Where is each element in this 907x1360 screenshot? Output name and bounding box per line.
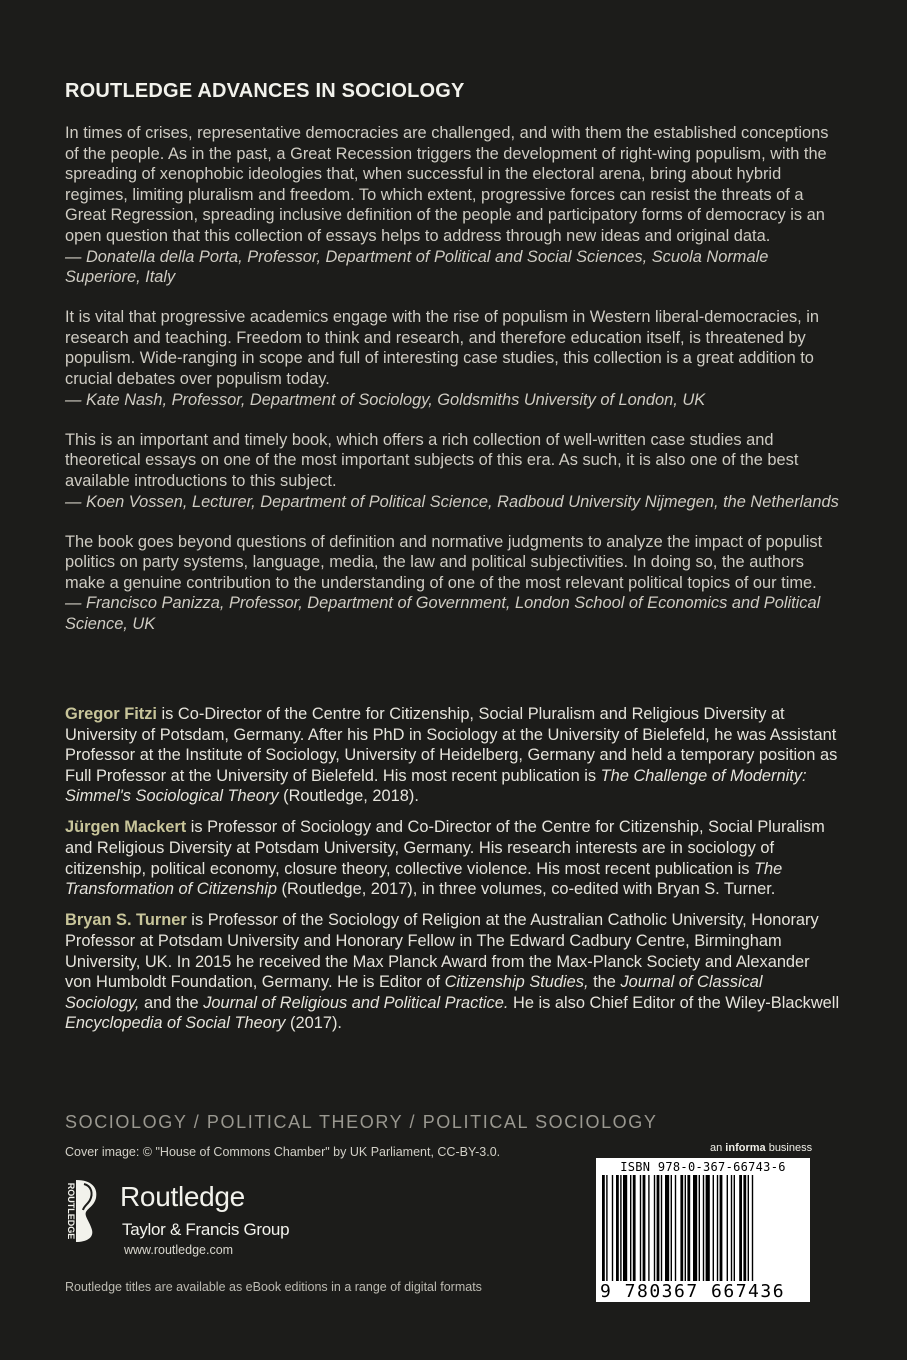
author-bios xyxy=(65,704,840,1044)
bio-text: is Professor of Sociology and Co-Director of the Centre for Citizenship, Social Pluralism and Religious Diversity at Potsdam University, Germany. His research interests are in sociology of citizenship, political economy, closure theory, collective violence. His most recent publication is xyxy=(65,818,825,878)
author-bio xyxy=(65,910,840,1034)
isbn-digits: 9 780367 667436 xyxy=(600,1281,786,1302)
bio-text: is Professor of the Sociology of Religion at the Australian Catholic University, Honorary Professor at Potsdam University and Honorary Fellow in The Edward Cadbury Centre, Birmingham University, UK. In 2015 he received the Max Planck Award from the Max-Planck Society and Alexander von Humboldt Foundation, Germany. He is Editor of xyxy=(65,911,819,992)
informa-prefix: an xyxy=(710,1142,726,1154)
publisher-group: Taylor & Francis Group xyxy=(122,1220,290,1239)
endorsement-text: In times of crises, representative democracies are challenged, and with them the established conceptions of the people. As in the past, a Great Recession triggers the development of right-wing populism, with the spreading of xenophobic ideologies that, when successful in the electoral arena, bring about hybrid regimes, limiting pluralism and freedom. To which extent, progressive forces can resist the threats of a Great Regression, spreading inclusive definition of the people and participatory forms of democracy is an open question that this collection of essays helps to address through new ideas and original data. xyxy=(65,124,829,245)
endorsement-attribution: — Francisco Panizza, Professor, Department of Government, London School of Economics and Political Science, UK xyxy=(65,594,821,633)
informa-suffix: business xyxy=(765,1142,813,1154)
isbn-label: ISBN 978-0-367-66743-6 xyxy=(620,1160,786,1174)
publisher-url: www.routledge.com xyxy=(124,1243,234,1257)
endorsements xyxy=(65,123,840,654)
ebook-note: Routledge titles are available as eBook editions in a range of digital formats xyxy=(65,1280,482,1294)
subject-categories: SOCIOLOGY / POLITICAL THEORY / POLITICAL SOCIOLOGY xyxy=(65,1112,658,1132)
endorsement-attribution: — Koen Vossen, Lecturer, Department of Political Science, Radboud University Nijmegen, the Netherlands xyxy=(65,492,839,511)
informa-brand: informa xyxy=(725,1142,766,1154)
bio-text: (Routledge, 2017), in three volumes, co-edited with Bryan S. Turner. xyxy=(276,880,776,899)
endorsement-text: This is an important and timely book, which offers a rich collection of well-written case studies and theoretical essays on one of the most important subjects of this era. As such, it is also one of the best available introductions to this subject. xyxy=(65,430,799,490)
publication-title: Journal of Classical Sociology, xyxy=(65,973,763,1012)
author-bio xyxy=(65,704,840,807)
logo-wordmark: ROUTLEDGE xyxy=(66,1182,76,1240)
publication-title: Encyclopedia of Social Theory xyxy=(65,1014,286,1033)
bio-text: is Co-Director of the Centre for Citizenship, Social Pluralism and Religious Diversity at University of Potsdam, Germany. After his PhD in Sociology at the University of Bielefeld, he was Assistant Professor at the Institute of Sociology, University of Heidelberg, Germany and held a temporary position as Full Professor at the University of Bielefeld. His most recent publication is xyxy=(65,705,838,785)
bio-text: (2017). xyxy=(285,1014,342,1033)
author-bio xyxy=(65,817,840,899)
endorsement-attribution: — Donatella della Porta, Professor, Department of Political and Social Sciences, Scuola Normale Superiore, Italy xyxy=(65,247,769,287)
publication-title: The Challenge of Modernity: Simmel's Sociological Theory xyxy=(65,766,807,806)
publication-title: Journal of Religious and Political Practice. xyxy=(203,993,509,1012)
endorsement-text: It is vital that progressive academics engage with the rise of populism in Western liberal-democracies, in research and teaching. Freedom to think and research, and therefore education itself, is threatened by populism. Wide-ranging in scope and full of interesting case studies, this collection is a great addition to crucial debates over populism today. xyxy=(65,308,820,389)
publication-title: The Transformation of Citizenship xyxy=(65,859,783,899)
author-name: Gregor Fitzi xyxy=(65,705,157,723)
endorsement-text: The book goes beyond questions of definition and normative judgments to analyze the impact of populist politics on party systems, language, media, the law and political subjectivities. In doing so, the authors make a genuine contribution to the understanding of one of the most relevant political topics of our time. xyxy=(65,532,823,592)
bio-text: (Routledge, 2018). xyxy=(278,787,419,806)
routledge-logo-icon xyxy=(62,1178,102,1244)
isbn-barcode xyxy=(596,1158,810,1302)
endorsement xyxy=(65,430,840,512)
series-title: ROUTLEDGE ADVANCES IN SOCIOLOGY xyxy=(65,80,465,102)
informa-tagline xyxy=(710,1142,812,1154)
bio-text: He is also Chief Editor of the Wiley-Blackwell xyxy=(508,993,840,1012)
endorsement xyxy=(65,532,840,635)
bio-text: the xyxy=(588,973,621,992)
cover-image-credit: Cover image: © "House of Commons Chamber" by UK Parliament, CC-BY-3.0. xyxy=(65,1145,501,1159)
publisher-name: Routledge xyxy=(120,1181,245,1212)
publication-title: Citizenship Studies, xyxy=(444,973,589,992)
author-name: Jürgen Mackert xyxy=(65,818,187,837)
endorsement-attribution: — Kate Nash, Professor, Department of Sociology, Goldsmiths University of London, UK xyxy=(65,390,706,409)
endorsement xyxy=(65,307,840,410)
barcode-icon xyxy=(600,1175,806,1281)
author-name: Bryan S. Turner xyxy=(65,911,187,930)
endorsement xyxy=(65,123,840,288)
bio-text: and the xyxy=(139,993,204,1012)
